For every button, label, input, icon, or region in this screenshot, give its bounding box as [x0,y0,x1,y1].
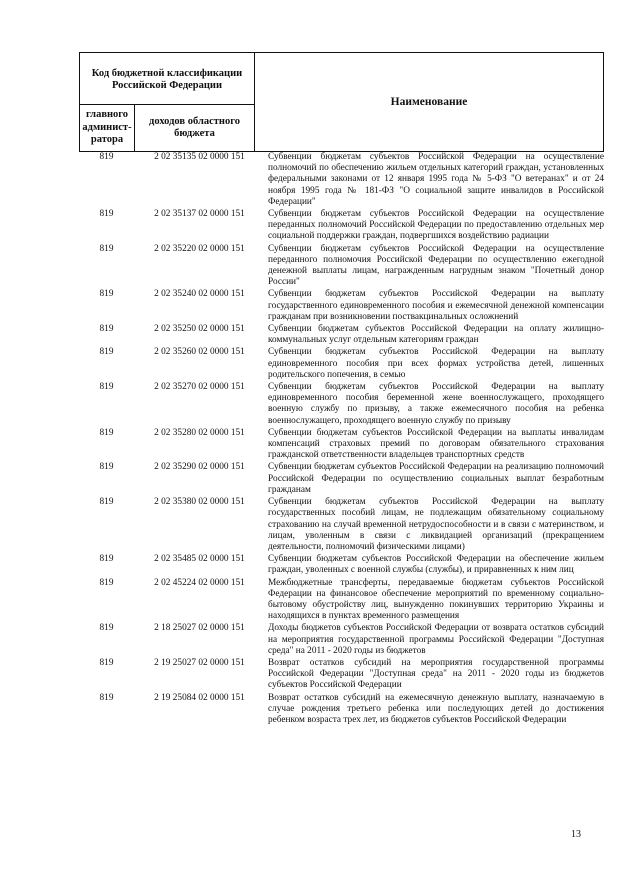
table-row [79,623,605,657]
name-cell: Субвенции бюджетам субъектов Российской Федерации на выплату единовременного пособия при всех формах устройства детей, лишенных родительского попечения, в семью [268,347,604,380]
name-cell: Доходы бюджетов субъектов Российской Федерации от возврата остатков субсидий на мероприятия государственной программы Российской Федерации "Доступная среда" на 2011 - 2020 годы из бюджетов [268,623,604,656]
table-row [79,554,605,576]
name-cell: Субвенции бюджетам субъектов Российской Федерации на реализацию полномочий Российской Федерации по осуществлению социальных выплат безработным гражданам [268,462,604,495]
income-code-cell: 2 19 25084 02 0000 151 [154,692,245,703]
income-code-cell: 2 02 35240 02 0000 151 [154,289,245,300]
admin-code-cell: 819 [99,324,114,335]
income-code-cell: 2 02 35270 02 0000 151 [154,382,245,393]
income-code-cell: 2 02 35220 02 0000 151 [154,243,245,254]
admin-code-cell: 819 [99,427,114,438]
admin-code-cell: 819 [99,554,114,565]
income-code-cell: 2 02 35290 02 0000 151 [154,462,245,473]
name-cell: Субвенции бюджетам субъектов Российской Федерации на выплаты инвалидам компенсаций страховых премий по договорам обязательного страхования гражданской ответственности владельцев транспортных средств [268,427,604,461]
table-body [79,152,605,727]
table-row [79,244,605,289]
page-number: 13 [571,829,581,840]
name-cell: Возврат остатков субсидий на мероприятия государственной программы Российской Федерации "Доступная среда" на 2011 - 2020 годы из бюджетов субъектов Российской Федерации [268,657,604,691]
income-column-header: доходов областного бюджета [135,105,255,152]
admin-code-cell: 819 [99,289,114,300]
table-header [79,52,604,152]
name-cell: Возврат остатков субсидий на ежемесячную денежную выплату, назначаемую в случае рождения третьего ребенка или последующих детей до достижения ребенком возраста трех лет, из бюджетов субъектов Российской Федерации [268,692,604,725]
admin-code-cell: 819 [99,462,114,473]
admin-code-cell: 819 [99,243,114,254]
income-code-cell: 2 02 35250 02 0000 151 [154,324,245,335]
admin-code-cell: 819 [99,382,114,393]
admin-code-cell: 819 [99,347,114,358]
name-cell: Межбюджетные трансферты, передаваемые бюджетам субъектов Российской Федерации на финансовое обеспечение мероприятий по временному социально-бытовому обустройству лиц, вынужденно покинувших территорию Украины и находящихся в пунктах временного размещения [268,577,604,622]
admin-code-cell: 819 [99,692,114,703]
admin-column-header: главного админист-ратора [80,105,135,152]
name-cell: Субвенции бюджетам субъектов Российской Федерации на осуществление переданного полномочия Российской Федерации по осуществлению ежегодной денежной выплаты лицам, награжденным нагрудным знаком "Почетный донор России" [268,243,604,288]
income-code-cell: 2 02 35380 02 0000 151 [154,497,245,508]
table-row [79,693,605,727]
admin-code-cell: 819 [99,209,114,220]
name-cell: Субвенции бюджетам субъектов Российской Федерации на оплату жилищно-коммунальных услуг отдельным категориям граждан [268,324,604,346]
budget-code-group-header: Код бюджетной классификации Российской Федерации [80,53,255,105]
name-column-header: Наименование [255,53,604,152]
admin-code-cell: 819 [99,657,114,668]
income-code-cell: 2 18 25027 02 0000 151 [154,623,245,634]
table-row [79,289,605,323]
table-row [79,152,605,208]
name-cell: Субвенции бюджетам субъектов Российской Федерации на осуществление полномочий по обеспечению жильем отдельных категорий граждан, установленных федеральными законами от 12 января 1995 года № 5-ФЗ "О ветеранах" и от 24 ноября 1995 года № 181-ФЗ "О социальной защите инвалидов в Российской Федерации" [268,152,604,207]
admin-code-cell: 819 [99,152,114,162]
admin-code-cell: 819 [99,623,114,634]
income-code-cell: 2 19 25027 02 0000 151 [154,657,245,668]
name-cell: Субвенции бюджетам субъектов Российской Федерации на выплату единовременного пособия беременной жене военнослужащего, проходящего военную службу по призыву, а также ежемесячного пособия на ребенка военнослужащего, проходящего военную службу по призыву [268,382,604,426]
table-row [79,658,605,692]
name-cell: Субвенции бюджетам субъектов Российской Федерации на выплату государственных пособий лицам, не подлежащим обязательному социальному страхованию на случай временной нетрудоспособности и в связи с материнством, и лицам, уволенным в связи с ликвидацией организаций (прекращением деятельности, полномочий физическими лицами) [268,497,604,552]
table-row [79,462,605,496]
income-code-cell: 2 02 35260 02 0000 151 [154,347,245,358]
name-cell: Субвенции бюджетам субъектов Российской Федерации на осуществление переданных полномочий Российской Федерации по предоставлению отдельных мер социальной поддержки граждан, подвергшихся воздействию радиации [268,209,604,242]
table-row [79,324,605,346]
income-code-cell: 2 02 35135 02 0000 151 [154,152,245,162]
table-row [79,382,605,427]
table-row [79,209,605,243]
table-row [79,497,605,553]
table-row [79,578,605,623]
income-code-cell: 2 02 35137 02 0000 151 [154,209,245,220]
income-code-cell: 2 02 35485 02 0000 151 [154,554,245,565]
admin-code-cell: 819 [99,577,114,588]
income-code-cell: 2 02 45224 02 0000 151 [154,577,245,588]
table-row [79,347,605,381]
income-code-cell: 2 02 35280 02 0000 151 [154,427,245,438]
name-cell: Субвенции бюджетам субъектов Российской Федерации на выплату государственного единовременного пособия и ежемесячной денежной компенсации гражданам при возникновении поствакцинальных осложнений [268,289,604,322]
name-cell: Субвенции бюджетам субъектов Российской Федерации на обеспечение жильем граждан, уволенных с военной службы (службы), и приравненных к ним лиц [268,554,604,576]
table-row [79,428,605,462]
admin-code-cell: 819 [99,497,114,508]
